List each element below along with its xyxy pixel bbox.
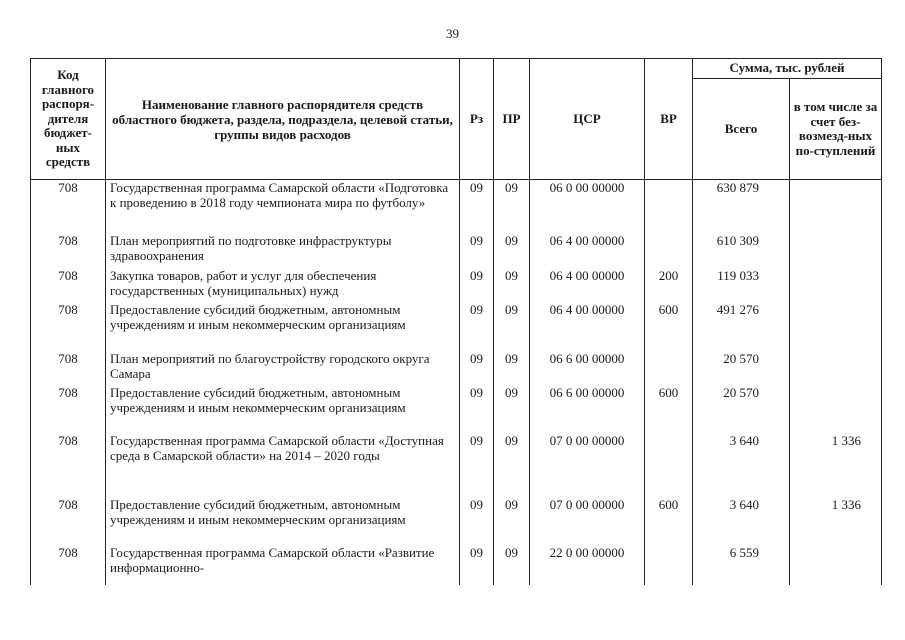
cell-pr: 09	[494, 433, 530, 497]
cell-total: 3 640	[693, 433, 790, 497]
cell-total: 6 559	[693, 545, 790, 585]
cell-code: 708	[31, 385, 106, 433]
cell-vr: 600	[645, 302, 693, 351]
table-row	[31, 180, 882, 234]
cell-vr: 200	[645, 268, 693, 302]
table-row	[31, 433, 882, 497]
table-row	[31, 268, 882, 302]
header-sum-group: Сумма, тыс. рублей	[693, 59, 882, 79]
cell-name: Предоставление субсидий бюджетным, автономным учреждениям и иным некоммерческим организациям	[106, 302, 460, 351]
table-header	[31, 59, 882, 180]
table-row	[31, 233, 882, 268]
cell-code: 708	[31, 180, 106, 234]
cell-code: 708	[31, 433, 106, 497]
cell-free: 1 336	[790, 433, 882, 497]
cell-pr: 09	[494, 385, 530, 433]
table-row	[31, 497, 882, 545]
cell-name: Государственная программа Самарской области «Доступная среда в Самарской области» на 2014 – 2020 годы	[106, 433, 460, 497]
table-body	[31, 180, 882, 586]
cell-vr: 600	[645, 497, 693, 545]
cell-code: 708	[31, 233, 106, 268]
header-vr: ВР	[645, 59, 693, 180]
cell-name: Предоставление субсидий бюджетным, автономным учреждениям и иным некоммерческим организациям	[106, 385, 460, 433]
table-row	[31, 545, 882, 585]
cell-name: Предоставление субсидий бюджетным, автономным учреждениям и иным некоммерческим организациям	[106, 497, 460, 545]
cell-total: 3 640	[693, 497, 790, 545]
cell-name: План мероприятий по подготовке инфраструктуры здравоохранения	[106, 233, 460, 268]
cell-rz: 09	[460, 545, 494, 585]
header-rz: Рз	[460, 59, 494, 180]
cell-name: Закупка товаров, работ и услуг для обеспечения государственных (муниципальных) нужд	[106, 268, 460, 302]
cell-pr: 09	[494, 180, 530, 234]
cell-code: 708	[31, 268, 106, 302]
cell-rz: 09	[460, 433, 494, 497]
cell-total: 119 033	[693, 268, 790, 302]
cell-free	[790, 302, 882, 351]
cell-code: 708	[31, 351, 106, 385]
cell-free: 1 336	[790, 497, 882, 545]
cell-total: 491 276	[693, 302, 790, 351]
cell-vr: 600	[645, 385, 693, 433]
cell-vr	[645, 545, 693, 585]
cell-free	[790, 180, 882, 234]
cell-code: 708	[31, 545, 106, 585]
cell-rz: 09	[460, 385, 494, 433]
cell-free	[790, 545, 882, 585]
cell-total: 20 570	[693, 351, 790, 385]
page-number: 39	[446, 26, 459, 41]
cell-total: 20 570	[693, 385, 790, 433]
budget-table	[30, 58, 882, 585]
cell-vr	[645, 180, 693, 234]
cell-vr	[645, 351, 693, 385]
cell-rz: 09	[460, 497, 494, 545]
table-row	[31, 302, 882, 351]
cell-rz: 09	[460, 268, 494, 302]
table-row	[31, 351, 882, 385]
cell-csr: 06 4 00 00000	[530, 302, 645, 351]
cell-pr: 09	[494, 545, 530, 585]
cell-rz: 09	[460, 351, 494, 385]
cell-csr: 07 0 00 00000	[530, 497, 645, 545]
cell-total: 610 309	[693, 233, 790, 268]
cell-csr: 06 4 00 00000	[530, 268, 645, 302]
cell-rz: 09	[460, 302, 494, 351]
cell-vr	[645, 233, 693, 268]
header-pr: ПР	[494, 59, 530, 180]
cell-csr: 07 0 00 00000	[530, 433, 645, 497]
cell-pr: 09	[494, 268, 530, 302]
cell-rz: 09	[460, 180, 494, 234]
cell-vr	[645, 433, 693, 497]
header-code: Код главного распоря-дителя бюджет-ных средств	[31, 59, 106, 180]
cell-code: 708	[31, 302, 106, 351]
cell-csr: 06 0 00 00000	[530, 180, 645, 234]
cell-pr: 09	[494, 233, 530, 268]
cell-csr: 22 0 00 00000	[530, 545, 645, 585]
cell-csr: 06 6 00 00000	[530, 351, 645, 385]
cell-free	[790, 233, 882, 268]
cell-csr: 06 4 00 00000	[530, 233, 645, 268]
cell-name: План мероприятий по благоустройству городского округа Самара	[106, 351, 460, 385]
cell-free	[790, 268, 882, 302]
cell-name: Государственная программа Самарской области «Развитие информационно-	[106, 545, 460, 585]
header-total: Всего	[693, 79, 790, 180]
cell-free	[790, 351, 882, 385]
header-free: в том числе за счет без-возмезд-ных по-ступлений	[790, 79, 882, 180]
cell-free	[790, 385, 882, 433]
cell-pr: 09	[494, 497, 530, 545]
cell-total: 630 879	[693, 180, 790, 234]
cell-rz: 09	[460, 233, 494, 268]
table-row	[31, 385, 882, 433]
cell-pr: 09	[494, 302, 530, 351]
cell-name: Государственная программа Самарской области «Подготовка к проведению в 2018 году чемпионата мира по футболу»	[106, 180, 460, 234]
cell-csr: 06 6 00 00000	[530, 385, 645, 433]
cell-pr: 09	[494, 351, 530, 385]
header-name: Наименование главного распорядителя средств областного бюджета, раздела, подраздела, целевой статьи, группы видов расходов	[106, 59, 460, 180]
header-csr: ЦСР	[530, 59, 645, 180]
cell-code: 708	[31, 497, 106, 545]
